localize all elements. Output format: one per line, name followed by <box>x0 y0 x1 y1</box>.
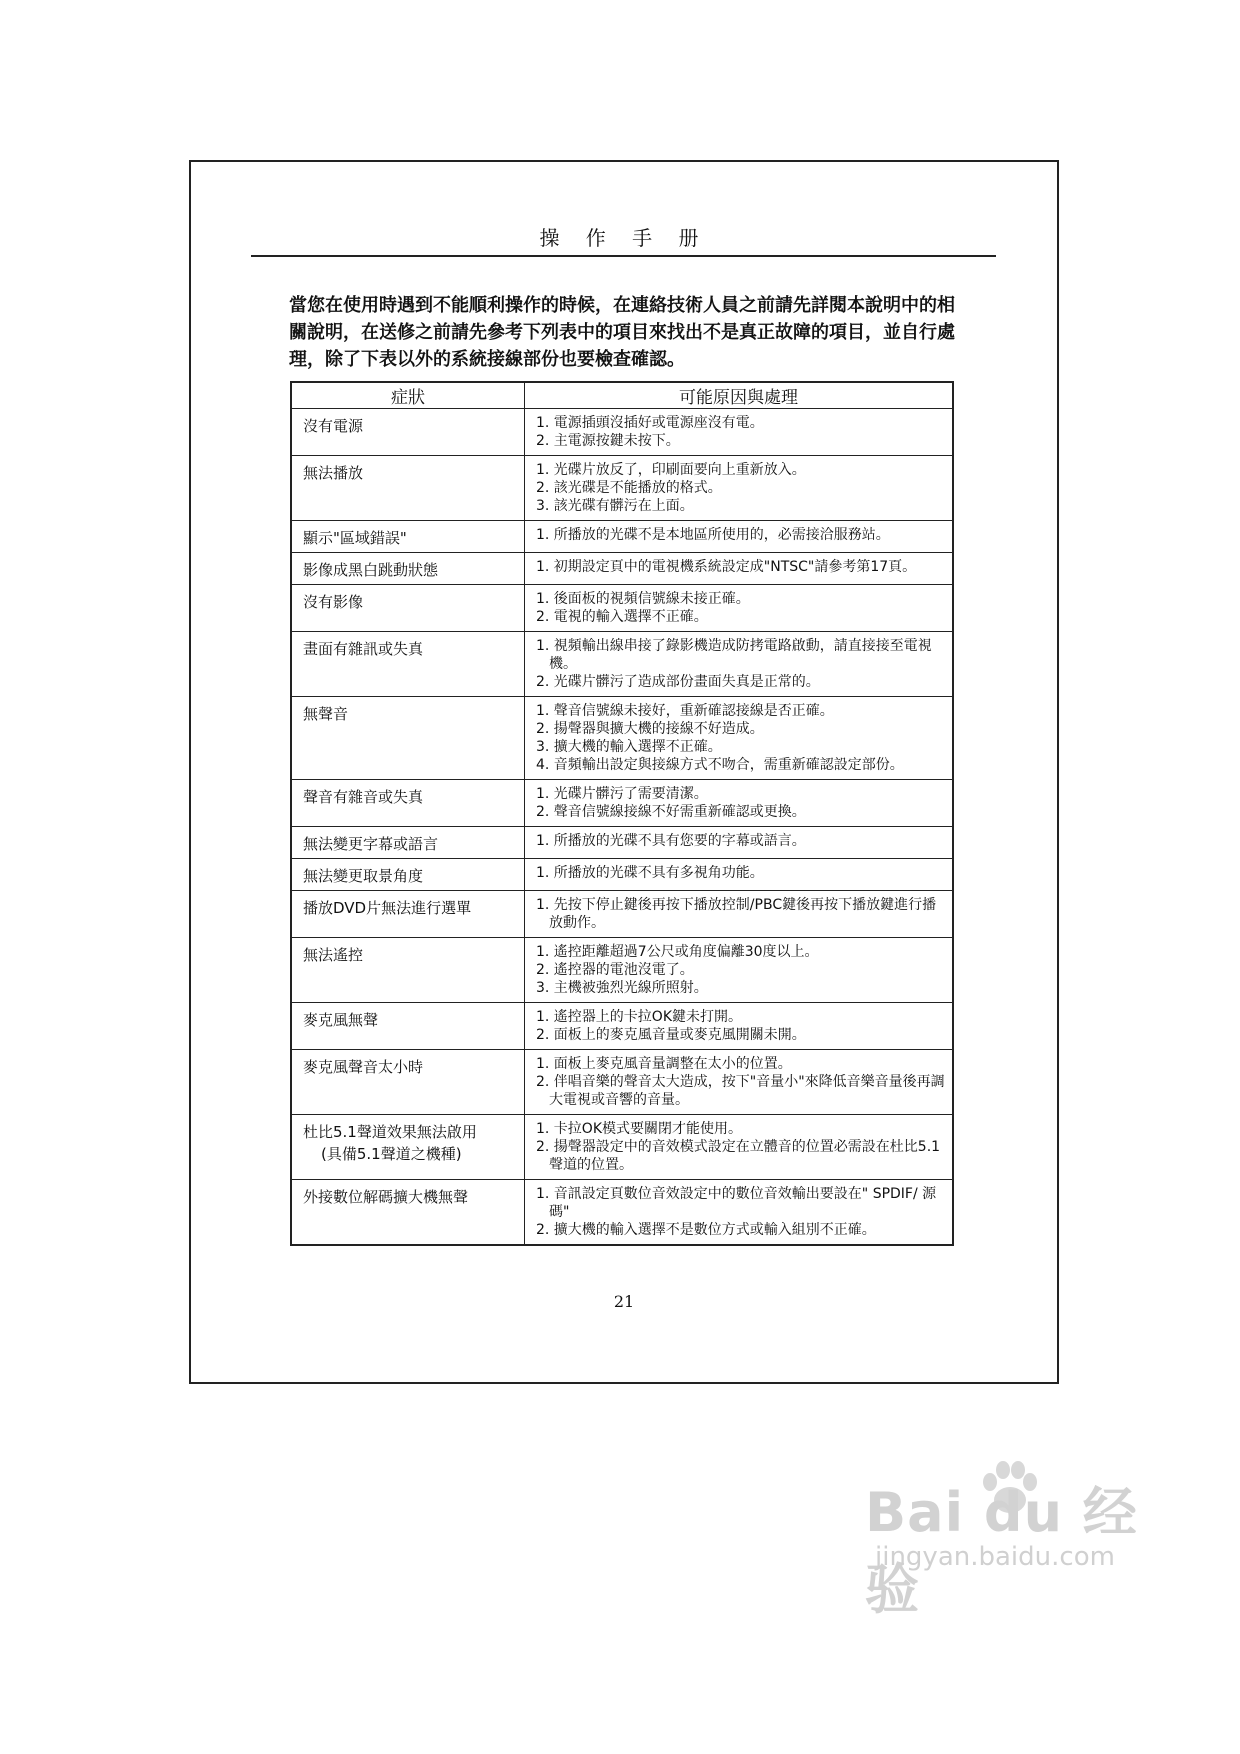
causes-cell <box>525 1050 954 1115</box>
causes-column-header: 可能原因與處理 <box>525 382 954 409</box>
symptom-text: 沒有電源 <box>303 417 364 435</box>
causes-list <box>536 526 946 544</box>
causes-cell <box>525 697 954 780</box>
page-frame <box>189 160 1059 1384</box>
symptom-subtext: (具備5.1聲道之機種) <box>321 1145 462 1163</box>
cause-item: 1. 卡拉OK模式要關閉才能使用。 <box>536 1121 743 1137</box>
symptom-cell <box>291 938 525 1003</box>
cause-item: 1. 聲音信號線未接好，重新確認接線是否正確。 <box>536 703 834 719</box>
table-row <box>291 780 953 827</box>
table-row <box>291 1115 953 1180</box>
watermark-url: jingyan.baidu.com <box>875 1542 1115 1572</box>
baidu-watermark <box>865 1470 1185 1621</box>
table-row <box>291 859 953 891</box>
cause-item: 1. 先按下停止鍵後再按下播放控制/PBC鍵後再按下播放鍵進行播放動作。 <box>536 897 937 931</box>
causes-list <box>536 637 946 691</box>
causes-cell <box>525 521 954 553</box>
symptom-text: 無聲音 <box>303 705 349 723</box>
causes-cell <box>525 409 954 456</box>
table-header-row <box>291 382 953 409</box>
symptom-text: 沒有影像 <box>303 593 364 611</box>
causes-list <box>536 864 946 882</box>
cause-item: 3. 主機被強烈光線所照射。 <box>536 980 708 996</box>
causes-cell <box>525 827 954 859</box>
table-row <box>291 1003 953 1050</box>
causes-cell <box>525 938 954 1003</box>
table-row <box>291 697 953 780</box>
symptom-text: 聲音有雜音或失真 <box>303 788 424 806</box>
causes-list <box>536 461 946 515</box>
causes-list <box>536 896 946 932</box>
cause-item: 2. 面板上的麥克風音量或麥克風開關未開。 <box>536 1027 806 1043</box>
symptom-cell <box>291 1180 525 1246</box>
cause-item: 2. 揚聲器設定中的音效模式設定在立體音的位置必需設在杜比5.1聲道的位置。 <box>536 1139 941 1173</box>
cause-item: 3. 該光碟有髒污在上面。 <box>536 498 694 514</box>
cause-item: 1. 後面板的視頻信號線未接正確。 <box>536 591 750 607</box>
cause-item: 4. 音頻輸出設定與接線方式不吻合，需重新確認設定部份。 <box>536 757 904 773</box>
cause-item: 1. 所播放的光碟不是本地區所使用的，必需接洽服務站。 <box>536 527 890 543</box>
causes-cell <box>525 780 954 827</box>
cause-item: 2. 電視的輸入選擇不正確。 <box>536 609 708 625</box>
table-row <box>291 1180 953 1246</box>
causes-cell <box>525 1003 954 1050</box>
table-row <box>291 891 953 938</box>
cause-item: 1. 初期設定頁中的電視機系統設定成"NTSC"請參考第17頁。 <box>536 559 917 575</box>
symptom-text: 畫面有雜訊或失真 <box>303 640 424 658</box>
causes-list <box>536 1008 946 1044</box>
causes-cell <box>525 585 954 632</box>
symptom-text: 無法變更字幕或語言 <box>303 835 439 853</box>
causes-cell <box>525 891 954 938</box>
causes-list <box>536 1185 946 1239</box>
cause-item: 2. 主電源按鍵未按下。 <box>536 433 680 449</box>
causes-list <box>536 414 946 450</box>
table-row <box>291 1050 953 1115</box>
symptom-text: 麥克風聲音太小時 <box>303 1058 424 1076</box>
cause-item: 2. 聲音信號線接線不好需重新確認或更換。 <box>536 804 806 820</box>
cause-item: 1. 光碟片放反了，印刷面要向上重新放入。 <box>536 462 806 478</box>
table-row <box>291 632 953 697</box>
causes-cell <box>525 632 954 697</box>
cause-item: 2. 擴大機的輸入選擇不是數位方式或輸入組別不正確。 <box>536 1222 876 1238</box>
causes-cell <box>525 1180 954 1246</box>
page-number: 21 <box>613 1292 635 1311</box>
cause-item: 3. 擴大機的輸入選擇不正確。 <box>536 739 722 755</box>
table-row <box>291 409 953 456</box>
symptom-cell <box>291 891 525 938</box>
cause-item: 2. 揚聲器與擴大機的接線不好造成。 <box>536 721 764 737</box>
symptom-text: 影像成黑白跳動狀態 <box>303 561 439 579</box>
symptom-cell <box>291 585 525 632</box>
symptom-text: 無法播放 <box>303 464 364 482</box>
symptom-text: 無法遙控 <box>303 946 364 964</box>
symptom-text: 麥克風無聲 <box>303 1011 379 1029</box>
cause-item: 2. 遙控器的電池沒電了。 <box>536 962 694 978</box>
causes-list <box>536 590 946 626</box>
table-row <box>291 938 953 1003</box>
symptom-cell <box>291 521 525 553</box>
causes-list <box>536 785 946 821</box>
causes-list <box>536 943 946 997</box>
table-row <box>291 553 953 585</box>
cause-item: 2. 該光碟是不能播放的格式。 <box>536 480 722 496</box>
causes-cell <box>525 456 954 521</box>
cause-item: 1. 音訊設定頁數位音效設定中的數位音效輸出要設在" SPDIF/ 源碼" <box>536 1186 937 1220</box>
cause-item: 1. 電源插頭沒插好或電源座沒有電。 <box>536 415 764 431</box>
causes-list <box>536 558 946 576</box>
symptom-text: 播放DVD片無法進行選單 <box>303 899 472 917</box>
causes-cell <box>525 553 954 585</box>
table-row <box>291 521 953 553</box>
troubleshooting-table <box>290 381 954 1246</box>
cause-item: 2. 光碟片髒污了造成部份畫面失真是正常的。 <box>536 674 820 690</box>
causes-cell <box>525 1115 954 1180</box>
causes-list <box>536 832 946 850</box>
symptom-cell <box>291 827 525 859</box>
cause-item: 1. 遙控器上的卡拉OK鍵未打開。 <box>536 1009 743 1025</box>
cause-item: 1. 面板上麥克風音量調整在太小的位置。 <box>536 1056 792 1072</box>
symptom-text: 外接數位解碼擴大機無聲 <box>303 1188 469 1206</box>
causes-list <box>536 702 946 774</box>
causes-list <box>536 1120 946 1174</box>
header-divider <box>251 255 996 257</box>
symptom-cell <box>291 697 525 780</box>
cause-item: 1. 光碟片髒污了需要清潔。 <box>536 786 708 802</box>
symptom-cell <box>291 632 525 697</box>
causes-cell <box>525 859 954 891</box>
cause-item: 1. 所播放的光碟不具有多視角功能。 <box>536 865 764 881</box>
symptom-cell <box>291 859 525 891</box>
table-row <box>291 585 953 632</box>
symptom-text: 杜比5.1聲道效果無法啟用 <box>303 1123 477 1141</box>
symptom-cell <box>291 553 525 585</box>
symptom-cell <box>291 780 525 827</box>
symptom-cell <box>291 1115 525 1180</box>
page-header-title: 操 作 手 册 <box>539 226 709 250</box>
symptom-cell <box>291 409 525 456</box>
cause-item: 1. 遙控距離超過7公尺或角度偏離30度以上。 <box>536 944 819 960</box>
table-row <box>291 456 953 521</box>
symptom-text: 無法變更取景角度 <box>303 867 424 885</box>
watermark-brand: Bai du 经验 <box>865 1481 1138 1621</box>
cause-item: 1. 所播放的光碟不具有您要的字幕或語言。 <box>536 833 806 849</box>
symptom-text: 顯示"區域錯誤" <box>303 529 407 547</box>
intro-paragraph: 當您在使用時遇到不能順利操作的時候，在連絡技術人員之前請先詳閱本說明中的相關說明，在送修之前請先參考下列表中的項目來找出不是真正故障的項目，並自行處理，除了下表以外的系統接線部份也要檢查確認。 <box>289 295 955 370</box>
table-row <box>291 827 953 859</box>
symptom-cell <box>291 1003 525 1050</box>
symptom-cell <box>291 456 525 521</box>
cause-item: 1. 視頻輸出線串接了錄影機造成防拷電路啟動，請直接接至電視機。 <box>536 638 932 672</box>
symptom-cell <box>291 1050 525 1115</box>
cause-item: 2. 伴唱音樂的聲音太大造成，按下"音量小"來降低音樂音量後再調大電視或音響的音量。 <box>536 1074 945 1108</box>
symptom-column-header: 症狀 <box>291 382 525 409</box>
causes-list <box>536 1055 946 1109</box>
